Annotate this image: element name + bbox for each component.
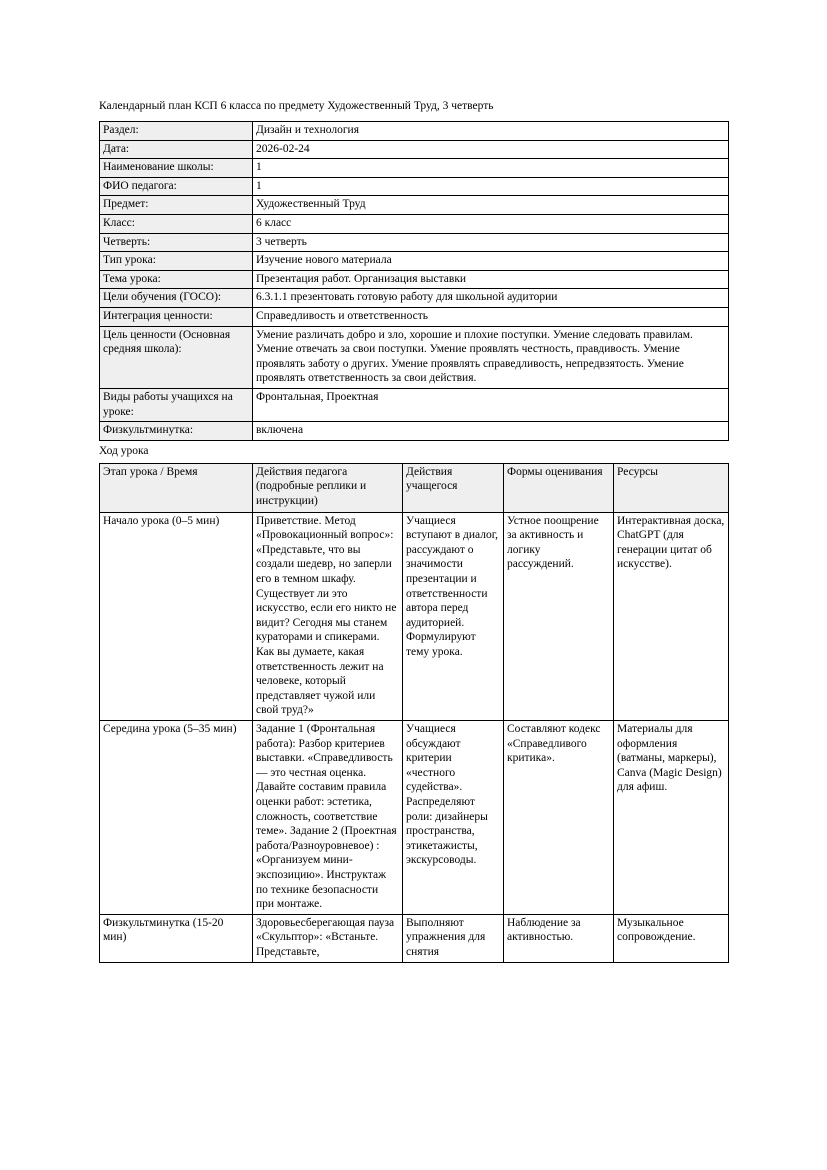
page-title: Календарный план КСП 6 класса по предмету Художественный Труд, 3 четверть bbox=[99, 100, 494, 112]
lesson-info-body bbox=[100, 122, 729, 441]
cell-stage: Середина урока (5–35 мин) bbox=[100, 721, 253, 915]
cell-resources: Интерактивная доска, ChatGPT (для генерации цитат об искусстве). bbox=[614, 512, 729, 720]
info-value: Художественный Труд bbox=[253, 196, 729, 215]
info-label: Тип урока: bbox=[100, 252, 253, 271]
info-value: 1 bbox=[253, 177, 729, 196]
table-row bbox=[100, 388, 729, 421]
page-bottom-margin bbox=[99, 963, 728, 983]
cell-assessment: Наблюдение за активностью. bbox=[504, 914, 614, 962]
column-header-resources: Ресурсы bbox=[614, 463, 729, 512]
info-value: Фронтальная, Проектная bbox=[253, 388, 729, 421]
table-header-row bbox=[100, 463, 729, 512]
info-value: 1 bbox=[253, 159, 729, 178]
info-value: 2026-02-24 bbox=[253, 140, 729, 159]
cell-student-actions: Учащиеся обсуждают критерии «честного судейства». Распределяют роли: дизайнеры пространства, этикетажисты, экскурсоводы. bbox=[403, 721, 504, 915]
info-value: 3 четверть bbox=[253, 233, 729, 252]
table-row bbox=[100, 196, 729, 215]
lesson-flow-table bbox=[99, 463, 729, 963]
info-value: Изучение нового материала bbox=[253, 252, 729, 271]
cell-teacher-actions: Задание 1 (Фронтальная работа): Разбор критериев выставки. «Справедливость — это честная оценка. Давайте составим правила оценки работ: эстетика, сложность, соответствие теме». Задание 2 (Проектная работа/Разноуровневое) : «Организуем мини-экспозицию». Инструктаж по технике безопасности при монтаже. bbox=[253, 721, 403, 915]
cell-resources: Материалы для оформления (ватманы, маркеры), Canva (Magic Design) для афиш. bbox=[614, 721, 729, 915]
lesson-info-table bbox=[99, 121, 729, 441]
info-label: Раздел: bbox=[100, 122, 253, 141]
table-row bbox=[100, 233, 729, 252]
cell-stage: Физкультминутка (15-20 мин) bbox=[100, 914, 253, 962]
cell-assessment: Устное поощрение за активность и логику рассуждений. bbox=[504, 512, 614, 720]
info-label: Класс: bbox=[100, 214, 253, 233]
lesson-flow-body bbox=[100, 512, 729, 962]
column-header-stage: Этап урока / Время bbox=[100, 463, 253, 512]
table-row bbox=[100, 512, 729, 720]
table-row bbox=[100, 326, 729, 388]
cell-assessment: Составляют кодекс «Справедливого критика». bbox=[504, 721, 614, 915]
table-row bbox=[100, 914, 729, 962]
info-label: Цели обучения (ГОСО): bbox=[100, 289, 253, 308]
info-label: Дата: bbox=[100, 140, 253, 159]
info-label: Цель ценности (Основная средняя школа): bbox=[100, 326, 253, 388]
info-value: 6 класс bbox=[253, 214, 729, 233]
cell-teacher-actions: Здоровьесберегающая пауза «Скульптор»: «Встаньте. Представьте, bbox=[253, 914, 403, 962]
cell-stage: Начало урока (0–5 мин) bbox=[100, 512, 253, 720]
info-label: Четверть: bbox=[100, 233, 253, 252]
info-value: Справедливость и ответственность bbox=[253, 307, 729, 326]
info-value: Дизайн и технология bbox=[253, 122, 729, 141]
table-row bbox=[100, 289, 729, 308]
column-header-teacher-actions: Действия педагога (подробные реплики и инструкции) bbox=[253, 463, 403, 512]
cell-student-actions: Учащиеся вступают в диалог, рассуждают о значимости презентации и ответственности автора перед аудиторией. Формулируют тему урока. bbox=[403, 512, 504, 720]
info-label: Виды работы учащихся на уроке: bbox=[100, 388, 253, 421]
info-label: Физкультминутка: bbox=[100, 422, 253, 441]
table-row bbox=[100, 159, 729, 178]
table-row bbox=[100, 270, 729, 289]
info-value: включена bbox=[253, 422, 729, 441]
table-row bbox=[100, 214, 729, 233]
info-label: Предмет: bbox=[100, 196, 253, 215]
table-row bbox=[100, 422, 729, 441]
table-row bbox=[100, 721, 729, 915]
column-header-assessment-forms: Формы оценивания bbox=[504, 463, 614, 512]
info-value: 6.3.1.1 презентовать готовую работу для школьной аудитории bbox=[253, 289, 729, 308]
table-row bbox=[100, 140, 729, 159]
info-value: Умение различать добро и зло, хорошие и плохие поступки. Умение следовать правилам. Умение отвечать за свои поступки. Умение проявлять честность, правдивость. Умение проявлять заботу о других. Умение проявлять справедливость, непредвзятость. Умение проявлять ответственность за свои действия. bbox=[253, 326, 729, 388]
table-row bbox=[100, 122, 729, 141]
table-row bbox=[100, 252, 729, 271]
column-header-student-actions: Действия учащегося bbox=[403, 463, 504, 512]
info-label: Наименование школы: bbox=[100, 159, 253, 178]
cell-teacher-actions: Приветствие. Метод «Провокационный вопрос»: «Представьте, что вы создали шедевр, но заперли его в темном шкафу. Существует ли это искусство, если его никто не видит? Сегодня мы станем кураторами и спикерами. Как вы думаете, какая ответственность лежит на человеке, который представляет чужой или свой труд?» bbox=[253, 512, 403, 720]
info-value: Презентация работ. Организация выставки bbox=[253, 270, 729, 289]
info-label: ФИО педагога: bbox=[100, 177, 253, 196]
info-label: Интеграция ценности: bbox=[100, 307, 253, 326]
section-label-lesson-flow: Ход урока bbox=[99, 444, 149, 457]
lesson-flow-header bbox=[100, 463, 729, 512]
cell-resources: Музыкальное сопровождение. bbox=[614, 914, 729, 962]
cell-student-actions: Выполняют упражнения для снятия bbox=[403, 914, 504, 962]
table-row bbox=[100, 307, 729, 326]
info-label: Тема урока: bbox=[100, 270, 253, 289]
table-row bbox=[100, 177, 729, 196]
